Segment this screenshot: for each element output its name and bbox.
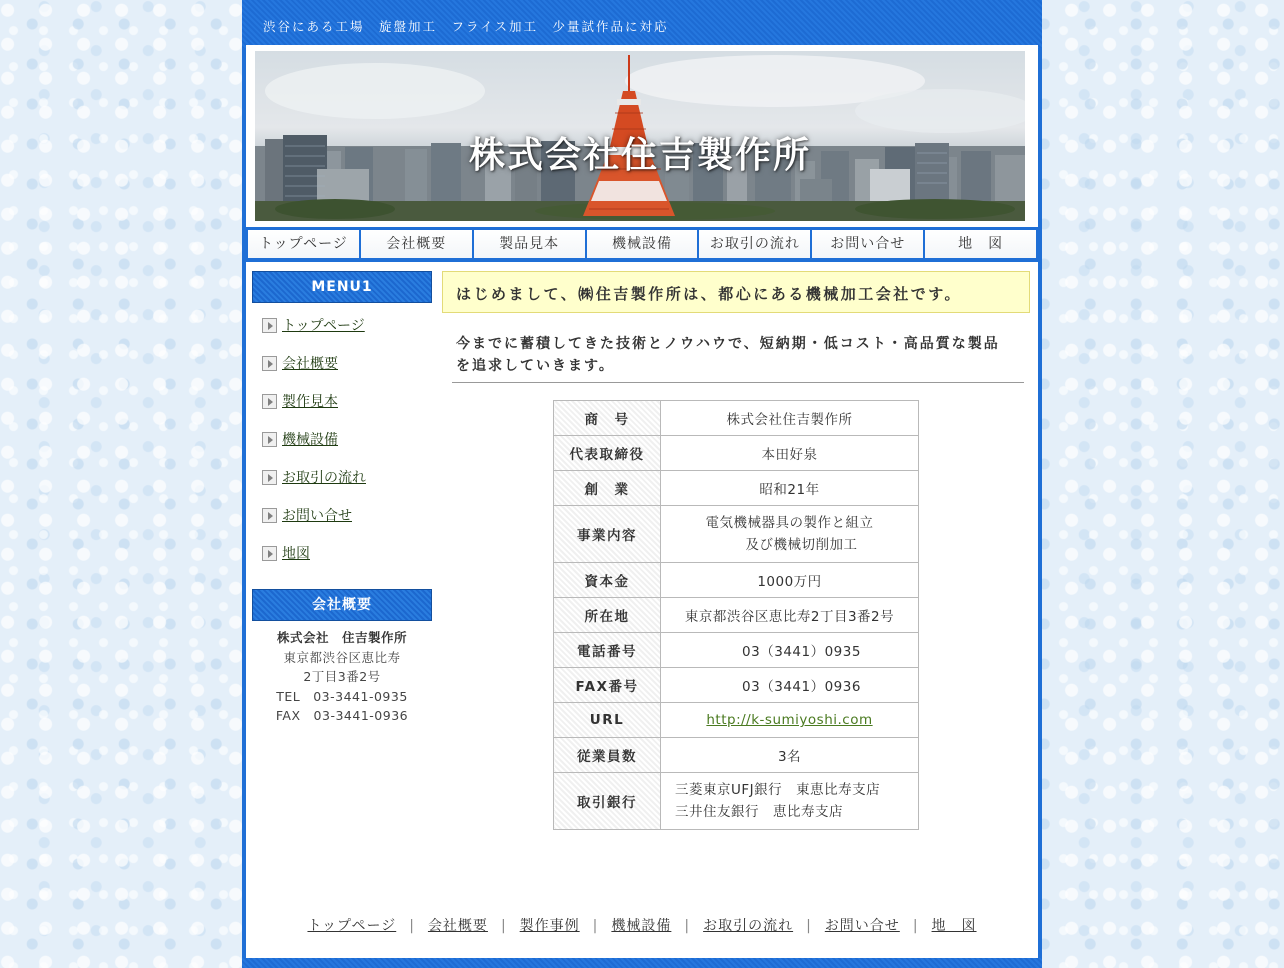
site-title: 株式会社住吉製作所 [468,135,811,176]
footer-separator: | [806,918,812,934]
row-value: 昭和21年 [661,471,919,506]
footer-link-company-profile[interactable]: 会社概要 [427,918,488,934]
footer-separator: | [912,918,919,934]
table-row [554,401,919,436]
row-key: 事業内容 [554,506,661,563]
footer-separator: | [500,918,507,934]
sidebar-menu [262,316,432,582]
row-key: 商 号 [554,401,661,436]
footer-link-contact[interactable]: お問い合せ [824,918,900,934]
row-key: 電話番号 [554,633,661,668]
row-key: 創 業 [554,471,661,506]
row-value [661,506,919,563]
sidebar-item-contact[interactable] [262,506,432,544]
sidebar-item-top-page[interactable] [262,316,432,354]
table-row [554,471,919,506]
row-value [661,773,919,830]
table-row [554,633,919,668]
sidebar-item-production-samples[interactable] [262,392,432,430]
sidebar-item-label[interactable]: トップページ [282,318,365,334]
company-info-table [553,400,919,830]
sidebar-item-map[interactable] [262,544,432,582]
footer-link-production-cases[interactable]: 製作事例 [519,918,580,934]
value-line: 三井住友銀行 恵比寿支店 [675,804,843,820]
company-fax: FAX 03-3441-0936 [275,708,409,723]
content-area [246,262,1038,958]
sidebar-menu-heading: MENU1 [252,271,432,303]
arrow-right-icon [262,508,277,523]
website-link[interactable]: http://k-sumiyoshi.com [706,712,873,728]
value-line: 三菱東京UFJ銀行 東恵比寿支店 [675,782,881,798]
nav-product-samples[interactable]: 製品見本 [474,230,587,258]
header [246,45,1038,227]
value-line: 電気機械器具の製作と組立 [705,515,874,531]
company-address-line2: 2丁目3番2号 [303,669,381,684]
value-line: 及び機械切削加工 [745,537,858,553]
nav-machinery[interactable]: 機械設備 [587,230,700,258]
company-tel: TEL 03-3441-0935 [276,688,408,704]
row-key: 資本金 [554,563,661,598]
row-key: 代表取締役 [554,436,661,471]
row-key: URL [554,703,661,738]
nav-transaction-flow[interactable]: お取引の流れ [699,230,812,258]
sidebar-item-label[interactable]: お取引の流れ [282,470,366,486]
sidebar-item-transaction-flow[interactable] [262,468,432,506]
arrow-right-icon [262,394,277,409]
row-key: FAX番号 [554,668,661,703]
nav-top-page[interactable]: トップページ [248,230,361,258]
global-nav [246,228,1038,260]
table-row [554,738,919,773]
nav-contact[interactable]: お問い合せ [812,230,925,258]
table-row [554,506,919,563]
arrow-right-icon [262,432,277,447]
row-value: 03（3441）0935 [661,633,919,668]
sidebar-item-label[interactable]: 機械設備 [282,432,338,448]
footer-separator: | [409,918,415,934]
row-key: 従業員数 [554,738,661,773]
sidebar-item-label[interactable]: 地図 [282,546,310,562]
header-banner-image [255,51,1025,221]
sidebar-company-heading: 会社概要 [252,589,432,621]
nav-company-profile[interactable]: 会社概要 [361,230,474,258]
lead-line: 今までに蓄積してきた技術とノウハウで、短納期・低コスト・高品質な製品 [456,336,1000,352]
sidebar-item-label[interactable]: 会社概要 [282,356,338,372]
arrow-right-icon [262,470,277,485]
footer-separator: | [592,918,599,934]
row-key: 取引銀行 [554,773,661,830]
row-value: 1000万円 [661,563,919,598]
company-summary [252,628,432,726]
arrow-right-icon [262,546,277,561]
company-address-line1: 東京都渋谷区恵比寿 [283,649,401,665]
lead-line: を追求していきます。 [456,358,615,374]
sidebar-item-machinery[interactable] [262,430,432,468]
row-value: 3名 [661,738,919,773]
divider [452,382,1024,383]
table-row [554,563,919,598]
row-value: 本田好泉 [661,436,919,471]
row-value: 03（3441）0936 [661,668,919,703]
footer-separator: | [684,918,691,934]
intro-banner: はじめまして、㈱住吉製作所は、都心にある機械加工会社です。 [442,271,1030,313]
footer-link-map[interactable]: 地 図 [931,918,977,934]
bottom-border [242,958,1042,968]
row-key: 所在地 [554,598,661,633]
table-row [554,773,919,830]
row-value: 東京都渋谷区恵比寿2丁目3番2号 [661,598,919,633]
table-row [554,703,919,738]
arrow-right-icon [262,356,277,371]
table-row [554,668,919,703]
site-tagline: 渋谷にある工場 旋盤加工 フライス加工 少量試作品に対応 [242,0,1042,48]
company-name: 株式会社 住吉製作所 [276,630,407,645]
footer-link-machinery[interactable]: 機械設備 [611,918,672,934]
row-value [661,703,919,738]
arrow-right-icon [262,318,277,333]
table-row [554,598,919,633]
sidebar-item-label[interactable]: 製作見本 [282,394,338,410]
row-value: 株式会社住吉製作所 [661,401,919,436]
footer-nav [246,915,1038,935]
footer-link-transaction-flow[interactable]: お取引の流れ [703,918,794,934]
table-row [554,436,919,471]
footer-link-top-page[interactable]: トップページ [307,918,397,934]
nav-map[interactable]: 地 図 [925,230,1036,258]
sidebar-item-company-profile[interactable] [262,354,432,392]
page-frame [242,0,1042,968]
sidebar-item-label[interactable]: お問い合せ [282,508,352,524]
lead-text [456,333,1018,377]
